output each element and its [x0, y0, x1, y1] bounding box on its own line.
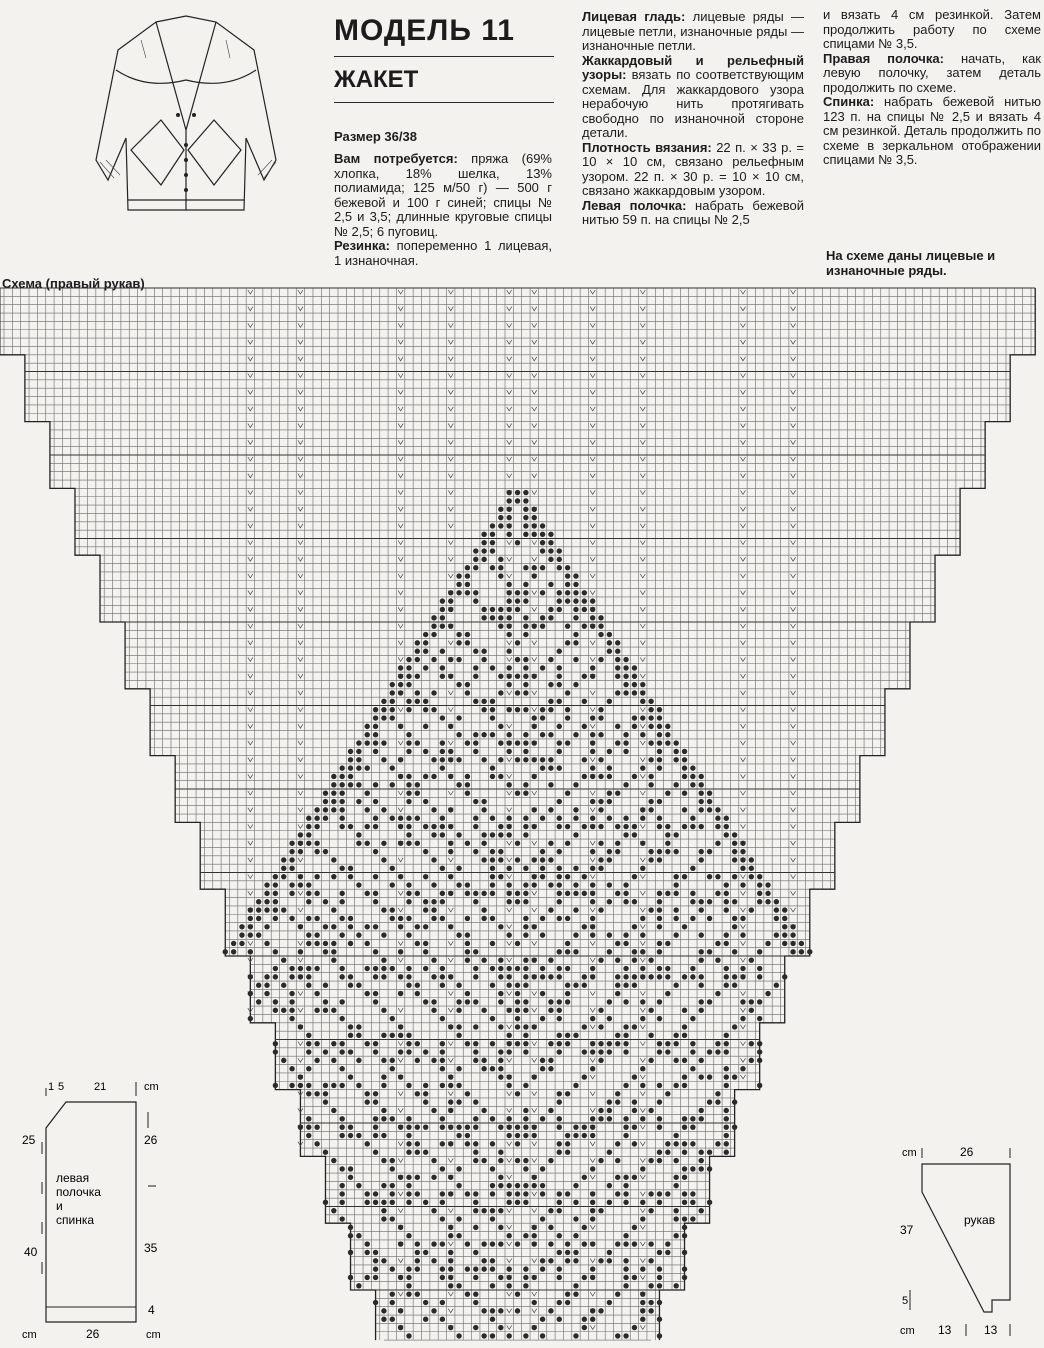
sleeve-diagram-bottom-13a: 13 [938, 1323, 952, 1337]
front-back-pattern-diagram [18, 1072, 168, 1342]
left-diagram-top-5: 5 [58, 1081, 65, 1093]
jacquard-label: Жаккардовый и рельефный узоры: [582, 52, 804, 82]
continue-text: и вязать 4 см резинкой. Затем продолжить работу по схеме спицами № 3,5. [823, 7, 1041, 51]
left-diagram-top-21: 21 [94, 1081, 107, 1093]
sleeve-diagram-bottom-13b: 13 [984, 1323, 998, 1337]
stockinette-text: лицевые ряды — лицевые петли, изнаночные ряды — изнаночные петли. [582, 9, 804, 53]
left-diagram-bottom-cm-2: cm [146, 1329, 161, 1341]
sleeve-diagram-left-37: 37 [900, 1223, 914, 1237]
left-diagram-top-1: 1 [48, 1081, 55, 1093]
left-diagram-label-3: и [56, 1199, 63, 1213]
subtitle-divider [334, 102, 554, 103]
size-heading: Размер 36/38 [334, 129, 417, 144]
left-diagram-bottom-cm-1: cm [22, 1329, 37, 1341]
stockinette-label: Лицевая гладь: [582, 9, 686, 24]
back-text: набрать бежевой нитью 123 п. на спицы № 2,5 и вязать 4 см резинкой. Деталь продолжить по схеме в зеркальном отображении спицами № 3,5. [823, 94, 1041, 167]
left-diagram-left-25: 25 [22, 1133, 36, 1147]
left-front-label: Левая полочка: [582, 197, 687, 213]
left-diagram-label-4: спинка [56, 1213, 95, 1227]
left-diagram-right-4: 4 [148, 1303, 155, 1317]
jacquard-text: вязать по соответствующим схемам. Для жаккардового узора нерабочую нить протягивать свободно по изнаночной стороне детали. [582, 67, 804, 140]
right-front-text: начать, как левую полочку, затем деталь продолжить по схеме. [823, 50, 1041, 95]
sleeve-diagram-left-5: 5 [902, 1295, 909, 1307]
left-diagram-left-40: 40 [24, 1245, 38, 1259]
jacket-illustration [86, 10, 286, 220]
schema-title: Схема (правый рукав) [2, 276, 145, 291]
rib-text: попеременно 1 лицевая, 1 изнаночная. [334, 238, 552, 268]
back-label: Спинка: [823, 94, 875, 109]
left-diagram-bottom-26: 26 [86, 1327, 100, 1341]
rib-label: Резинка: [334, 238, 390, 253]
gauge-label: Плотность вязания: [582, 139, 712, 155]
left-diagram-label-1: левая [56, 1171, 90, 1185]
left-diagram-right-26: 26 [144, 1133, 158, 1147]
sleeve-diagram-bottom-cm: cm [900, 1325, 915, 1337]
instructions-column-3 [823, 8, 1041, 168]
model-title: МОДЕЛЬ 11 [334, 14, 515, 47]
sleeve-pattern-diagram [892, 1140, 1040, 1340]
sleeve-diagram-label: рукав [964, 1213, 996, 1227]
left-diagram-right-35: 35 [144, 1241, 158, 1255]
right-front-label: Правая полочка: [823, 50, 944, 66]
title-divider [334, 56, 554, 57]
left-diagram-label-2: полочка [56, 1185, 101, 1199]
gauge-text: 22 п. × 33 р. = 10 × 10 см, связано рельефным узором. 22 п. × 30 р. = 10 × 10 см, связано жаккардовым узором. [582, 139, 804, 198]
sleeve-diagram-top-26: 26 [960, 1145, 974, 1159]
chart-note: На схеме даны лицевые и изнаночные ряды. [826, 248, 996, 278]
left-diagram-top-cm: cm [144, 1081, 159, 1093]
left-front-text: набрать бежевой нитью 59 п. на спицы № 2,5 [582, 197, 804, 227]
materials-label: Вам потребуется: [334, 151, 458, 166]
item-title: ЖАКЕТ [334, 66, 419, 93]
instructions-column-2 [582, 10, 804, 228]
materials-column [334, 152, 552, 268]
materials-text: пряжа (69% хлопка, 18% шелка, 13% полиамида; 125 м/50 г) — 500 г бежевой и 100 г синей; спицы № 2,5 и 3,5; длинные круговые спицы № 2,5; 6 пуговиц. [334, 151, 552, 239]
sleeve-diagram-top-cm: cm [902, 1147, 917, 1159]
